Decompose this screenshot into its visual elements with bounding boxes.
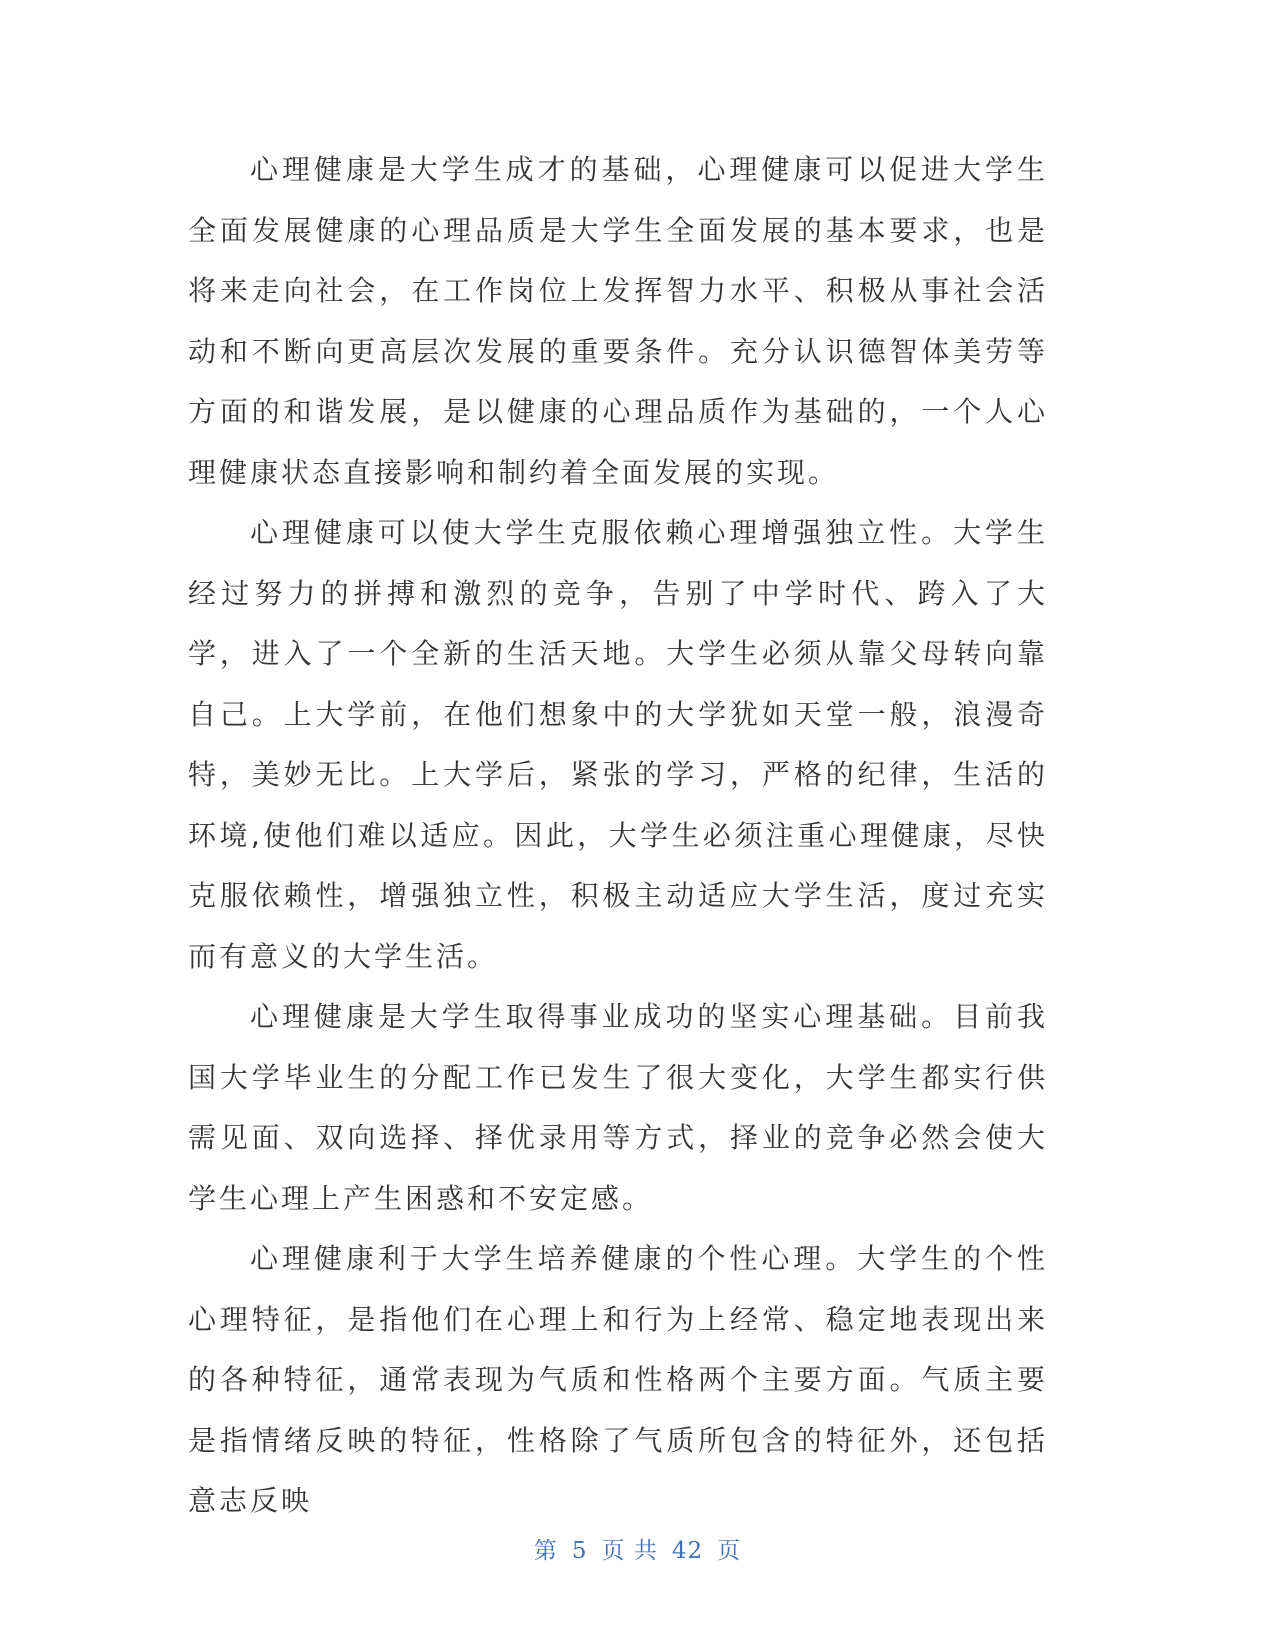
footer-middle: 页 共	[601, 1538, 658, 1564]
footer-current-page: 5	[571, 1538, 588, 1564]
paragraph-2: 心理健康可以使大学生克服依赖心理增强独立性。大学生经过努力的拼搏和激烈的竞争，告别了中学时代、跨入了大学，进入了一个全新的生活天地。大学生必须从靠父母转向靠自己。上大学前，在他们想象中的大学犹如天堂一般，浪漫奇特，美妙无比。上大学后，紧张的学习，严格的纪律，生活的环境,使他们难以适应。因此，大学生必须注重心理健康，尽快克服依赖性，增强独立性，积极主动适应大学生活，度过充实而有意义的大学生活。	[188, 516, 1048, 973]
document-body	[188, 140, 1048, 1532]
paragraph-1: 心理健康是大学生成才的基础，心理健康可以促进大学生全面发展健康的心理品质是大学生全面发展的基本要求，也是将来走向社会，在工作岗位上发挥智力水平、积极从事社会活动和不断向更高层次发展的重要条件。充分认识德智体美劳等方面的和谐发展，是以健康的心理品质作为基础的，一个人心理健康状态直接影响和制约着全面发展的实现。	[188, 153, 1048, 489]
footer-total-pages: 42	[671, 1538, 704, 1564]
paragraph-3: 心理健康是大学生取得事业成功的坚实心理基础。目前我国大学毕业生的分配工作已发生了很大变化，大学生都实行供需见面、双向选择、择优录用等方式，择业的竞争必然会使大学生心理上产生困惑和不安定感。	[188, 1000, 1048, 1215]
footer-suffix: 页	[717, 1538, 742, 1564]
paragraph-4: 心理健康利于大学生培养健康的个性心理。大学生的个性心理特征，是指他们在心理上和行为上经常、稳定地表现出来的各种特征，通常表现为气质和性格两个主要方面。气质主要是指情绪反映的特征，性格除了气质所包含的特征外，还包括意志反映	[188, 1242, 1048, 1517]
page-footer	[0, 1532, 1275, 1565]
footer-prefix: 第	[533, 1538, 558, 1564]
